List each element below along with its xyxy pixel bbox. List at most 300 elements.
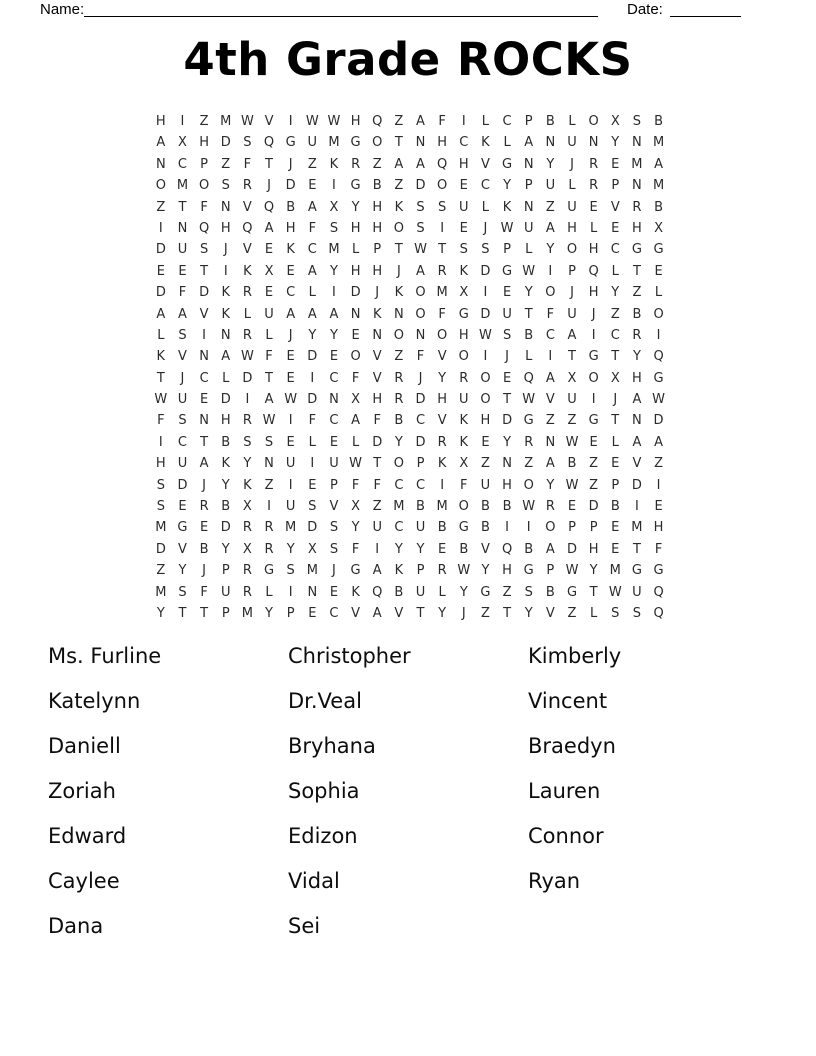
grid-letter: Y xyxy=(351,520,360,536)
grid-letter: Q xyxy=(372,584,383,600)
grid-letter: W xyxy=(154,392,168,408)
grid-letter: K xyxy=(502,199,512,215)
grid-letter: Y xyxy=(156,605,165,621)
grid-letter: R xyxy=(589,156,599,172)
name-blank-line xyxy=(84,0,598,17)
grid-letter: C xyxy=(610,242,620,258)
grid-row xyxy=(150,475,669,496)
grid-letter: E xyxy=(589,434,598,450)
grid-letter: Y xyxy=(611,285,620,301)
grid-letter: C xyxy=(415,477,426,493)
grid-letter: Z xyxy=(221,156,231,172)
grid-letter: I xyxy=(245,392,250,408)
grid-letter: N xyxy=(199,413,209,429)
grid-letter: V xyxy=(545,392,555,408)
grid-letter: T xyxy=(611,413,620,429)
word-search-grid xyxy=(150,111,669,624)
grid-letter: A xyxy=(654,434,663,450)
grid-letter: V xyxy=(437,349,447,365)
grid-letter: K xyxy=(156,349,166,365)
grid-letter: L xyxy=(243,306,251,322)
grid-letter: L xyxy=(611,434,619,450)
grid-letter: X xyxy=(329,199,339,215)
grid-letter: I xyxy=(483,285,488,301)
grid-letter: W xyxy=(565,563,579,579)
grid-letter: M xyxy=(393,499,405,515)
grid-letter: L xyxy=(654,285,663,301)
grid-letter: O xyxy=(458,349,469,365)
grid-letter: P xyxy=(524,178,533,194)
grid-letter: R xyxy=(524,434,534,450)
grid-letter: U xyxy=(177,242,188,258)
grid-letter: O xyxy=(588,370,599,386)
grid-letter: W xyxy=(262,413,276,429)
grid-letter: E xyxy=(329,584,339,600)
grid-letter: B xyxy=(480,520,490,536)
grid-letter: I xyxy=(332,178,336,194)
grid-letter: C xyxy=(329,413,339,429)
grid-letter: E xyxy=(654,263,663,279)
grid-letter: O xyxy=(437,327,448,343)
grid-letter: S xyxy=(329,520,339,536)
grid-row xyxy=(150,239,669,260)
grid-letter: T xyxy=(178,605,187,621)
grid-letter: U xyxy=(632,584,642,600)
grid-letter: M xyxy=(155,584,167,600)
grid-letter: R xyxy=(437,434,447,450)
grid-letter: L xyxy=(503,135,511,151)
grid-row xyxy=(150,432,669,453)
grid-letter: S xyxy=(524,584,533,600)
grid-letter: I xyxy=(634,499,639,515)
grid-letter: E xyxy=(286,434,295,450)
grid-letter: B xyxy=(502,499,512,515)
grid-letter: D xyxy=(220,520,231,536)
grid-letter: B xyxy=(416,499,425,515)
grid-letter: A xyxy=(545,541,555,557)
grid-letter: V xyxy=(394,605,404,621)
grid-letter: S xyxy=(611,605,620,621)
grid-letter: G xyxy=(458,520,469,536)
grid-row xyxy=(150,410,669,431)
grid-letter: Z xyxy=(480,605,490,621)
grid-letter: Z xyxy=(589,477,599,493)
word-list-item: Bryhana xyxy=(288,734,376,758)
grid-letter: S xyxy=(221,178,230,194)
grid-letter: S xyxy=(438,199,447,215)
grid-letter: U xyxy=(545,178,556,194)
grid-letter: O xyxy=(566,242,578,258)
grid-letter: E xyxy=(329,349,339,365)
grid-letter: I xyxy=(440,220,445,236)
grid-letter: U xyxy=(480,477,491,493)
grid-letter: J xyxy=(396,263,401,279)
grid-letter: S xyxy=(632,114,642,129)
grid-letter: Y xyxy=(481,563,490,579)
grid-letter: Z xyxy=(502,584,512,600)
grid-letter: Z xyxy=(156,563,166,579)
grid-letter: R xyxy=(264,520,274,536)
grid-letter: O xyxy=(480,392,491,408)
grid-letter: E xyxy=(459,220,468,236)
grid-letter: V xyxy=(545,605,555,621)
grid-letter: Y xyxy=(459,584,468,600)
grid-letter: Y xyxy=(394,434,403,450)
grid-letter: U xyxy=(285,499,296,515)
grid-letter: F xyxy=(351,541,360,557)
grid-letter: D xyxy=(480,263,491,279)
grid-letter: Z xyxy=(394,114,404,129)
grid-letter: U xyxy=(523,220,534,236)
grid-letter: O xyxy=(198,178,210,194)
grid-letter: D xyxy=(155,541,166,557)
grid-letter: Y xyxy=(503,434,512,450)
grid-letter: T xyxy=(373,456,382,472)
grid-letter: J xyxy=(461,605,466,621)
grid-letter: J xyxy=(202,563,207,579)
grid-row xyxy=(150,197,669,218)
grid-letter: X xyxy=(264,263,274,279)
grid-letter: N xyxy=(264,456,274,472)
grid-letter: B xyxy=(654,199,664,215)
grid-letter: C xyxy=(394,477,404,493)
grid-row xyxy=(150,325,669,346)
grid-letter: B xyxy=(545,114,555,129)
grid-letter: B xyxy=(394,584,404,600)
grid-letter: C xyxy=(177,434,187,450)
grid-letter: L xyxy=(351,434,360,450)
word-list-item: Zoriah xyxy=(48,779,116,803)
grid-letter: J xyxy=(570,156,574,172)
grid-letter: T xyxy=(632,263,641,279)
grid-letter: Z xyxy=(307,156,317,172)
grid-letter: E xyxy=(611,520,620,536)
grid-letter: R xyxy=(459,370,469,386)
grid-letter: G xyxy=(523,563,534,579)
grid-letter: N xyxy=(632,413,642,429)
grid-letter: A xyxy=(632,392,642,408)
grid-letter: J xyxy=(288,327,293,343)
grid-letter: B xyxy=(524,327,534,343)
grid-letter: K xyxy=(243,477,252,493)
grid-letter: Z xyxy=(264,477,274,493)
grid-letter: O xyxy=(653,306,664,322)
grid-letter: P xyxy=(416,456,425,472)
grid-letter: H xyxy=(372,263,383,279)
grid-letter: H xyxy=(437,392,448,408)
grid-letter: D xyxy=(480,306,491,322)
grid-letter: G xyxy=(502,156,513,172)
grid-letter: Q xyxy=(523,370,534,386)
grid-row xyxy=(150,154,669,175)
grid-letter: A xyxy=(307,199,317,215)
word-list-item: Ms. Furline xyxy=(48,644,162,668)
grid-letter: N xyxy=(307,584,318,600)
grid-letter: Y xyxy=(329,263,338,279)
word-list-item: Braedyn xyxy=(528,734,616,758)
grid-letter: V xyxy=(480,156,490,172)
grid-letter: T xyxy=(503,605,512,621)
grid-letter: G xyxy=(523,413,534,429)
grid-letter: T xyxy=(156,370,165,386)
word-list-item: Connor xyxy=(528,824,604,848)
grid-letter: V xyxy=(264,114,274,129)
grid-letter: T xyxy=(611,349,620,365)
grid-letter: I xyxy=(591,327,596,343)
grid-letter: O xyxy=(393,220,404,236)
word-list-item: Lauren xyxy=(528,779,601,803)
grid-letter: H xyxy=(372,220,383,236)
grid-letter: H xyxy=(502,477,512,493)
word-list-item: Dana xyxy=(48,914,104,938)
grid-letter: K xyxy=(372,306,382,322)
grid-letter: G xyxy=(177,520,188,536)
grid-letter: F xyxy=(654,541,663,557)
grid-letter: U xyxy=(567,306,577,322)
grid-row xyxy=(150,539,669,560)
grid-letter: F xyxy=(460,477,468,493)
grid-row xyxy=(150,218,669,239)
grid-letter: L xyxy=(222,370,230,386)
grid-letter: K xyxy=(243,263,252,279)
grid-letter: X xyxy=(610,370,620,386)
grid-letter: D xyxy=(307,520,318,536)
grid-letter: P xyxy=(286,605,295,621)
grid-letter: P xyxy=(503,242,511,258)
grid-letter: R xyxy=(437,263,447,279)
grid-letter: S xyxy=(199,242,209,258)
grid-letter: U xyxy=(329,456,339,472)
grid-letter: C xyxy=(394,520,404,536)
grid-letter: T xyxy=(568,349,576,365)
grid-letter: E xyxy=(264,242,274,258)
grid-letter: F xyxy=(200,584,208,600)
grid-letter: J xyxy=(613,392,618,408)
grid-letter: D xyxy=(415,392,426,408)
grid-letter: Q xyxy=(588,263,599,279)
grid-letter: S xyxy=(243,434,252,450)
grid-letter: X xyxy=(351,392,361,408)
grid-letter: W xyxy=(349,456,363,472)
grid-letter: E xyxy=(438,541,447,557)
grid-letter: T xyxy=(265,156,273,172)
grid-letter: C xyxy=(415,413,426,429)
word-list-item: Sei xyxy=(288,914,321,938)
grid-letter: W xyxy=(565,477,579,493)
grid-letter: W xyxy=(652,392,665,408)
grid-letter: S xyxy=(329,220,339,236)
grid-letter: J xyxy=(483,220,488,236)
grid-letter: G xyxy=(350,135,361,151)
grid-letter: U xyxy=(264,306,274,322)
grid-letter: T xyxy=(178,199,187,215)
grid-letter: U xyxy=(177,456,188,472)
grid-letter: I xyxy=(526,520,531,536)
grid-letter: S xyxy=(481,242,490,258)
grid-letter: M xyxy=(631,156,643,172)
grid-letter: S xyxy=(243,135,252,151)
grid-letter: L xyxy=(590,605,598,621)
word-list-item: Katelynn xyxy=(48,689,141,713)
grid-letter: R xyxy=(545,499,555,515)
grid-letter: P xyxy=(221,563,230,579)
grid-letter: V xyxy=(199,306,209,322)
grid-letter: Y xyxy=(416,541,425,557)
grid-letter: P xyxy=(611,178,620,194)
grid-letter: A xyxy=(545,370,555,386)
grid-letter: M xyxy=(285,520,297,536)
grid-letter: S xyxy=(156,499,165,515)
grid-letter: Z xyxy=(394,178,404,194)
grid-letter: V xyxy=(351,605,361,621)
grid-letter: F xyxy=(546,306,555,322)
grid-letter: Y xyxy=(265,605,273,621)
grid-letter: S xyxy=(329,541,339,557)
grid-letter: N xyxy=(220,199,231,215)
grid-letter: E xyxy=(308,605,317,621)
grid-letter: R xyxy=(394,370,404,386)
grid-letter: M xyxy=(652,135,665,151)
grid-letter: R xyxy=(242,520,252,536)
grid-letter: D xyxy=(307,349,318,365)
grid-letter: K xyxy=(481,135,490,151)
grid-letter: G xyxy=(285,135,296,151)
grid-letter: J xyxy=(223,242,228,258)
grid-letter: F xyxy=(200,199,208,215)
grid-letter: S xyxy=(178,327,187,343)
grid-letter: W xyxy=(608,584,622,600)
word-list-item: Christopher xyxy=(288,644,411,668)
grid-letter: Y xyxy=(308,327,317,343)
grid-letter: O xyxy=(350,349,361,365)
grid-letter: I xyxy=(461,114,466,129)
grid-letter: T xyxy=(632,541,641,557)
grid-letter: A xyxy=(178,306,187,322)
grid-letter: J xyxy=(267,178,271,194)
grid-letter: Z xyxy=(524,456,534,472)
grid-letter: I xyxy=(656,327,661,343)
grid-letter: J xyxy=(375,285,380,301)
grid-letter: A xyxy=(264,220,274,236)
grid-letter: Z xyxy=(567,605,577,621)
grid-letter: I xyxy=(332,285,336,301)
grid-letter: N xyxy=(632,135,642,151)
grid-letter: I xyxy=(288,114,293,129)
grid-letter: O xyxy=(393,456,404,472)
grid-letter: A xyxy=(372,563,382,579)
grid-letter: B xyxy=(654,114,664,129)
grid-letter: Y xyxy=(394,541,403,557)
grid-letter: H xyxy=(285,220,296,236)
grid-letter: O xyxy=(523,477,534,493)
grid-letter: Z xyxy=(372,499,382,515)
grid-row xyxy=(150,496,669,517)
grid-letter: I xyxy=(440,477,445,493)
grid-letter: D xyxy=(350,285,361,301)
grid-letter: P xyxy=(524,114,533,129)
grid-letter: X xyxy=(351,499,361,515)
grid-letter: B xyxy=(394,413,404,429)
grid-letter: A xyxy=(416,114,425,129)
grid-letter: E xyxy=(199,520,209,536)
grid-letter: D xyxy=(588,499,599,515)
grid-letter: H xyxy=(502,563,512,579)
grid-letter: I xyxy=(375,541,380,557)
word-list-column-3 xyxy=(528,634,621,904)
grid-letter: I xyxy=(288,413,293,429)
grid-letter: R xyxy=(632,199,642,215)
grid-letter: L xyxy=(265,584,273,600)
grid-letter: Y xyxy=(524,285,533,301)
grid-letter: R xyxy=(199,499,209,515)
grid-letter: T xyxy=(394,135,403,151)
grid-letter: F xyxy=(308,413,317,429)
grid-letter: X xyxy=(610,114,620,129)
grid-row xyxy=(150,582,669,603)
grid-letter: W xyxy=(565,434,579,450)
grid-letter: X xyxy=(307,541,317,557)
grid-letter: F xyxy=(265,349,273,365)
grid-letter: E xyxy=(459,178,468,194)
grid-letter: H xyxy=(632,370,642,386)
grid-letter: D xyxy=(220,392,231,408)
grid-letter: Z xyxy=(632,285,642,301)
grid-letter: O xyxy=(155,178,166,194)
grid-letter: H xyxy=(350,220,361,236)
grid-letter: K xyxy=(394,563,404,579)
grid-letter: H xyxy=(458,156,469,172)
grid-letter: U xyxy=(502,306,512,322)
grid-row xyxy=(150,261,669,282)
word-list-item: Caylee xyxy=(48,869,120,893)
grid-letter: F xyxy=(373,413,381,429)
grid-letter: N xyxy=(415,327,426,343)
grid-letter: Q xyxy=(372,114,383,129)
grid-letter: D xyxy=(415,178,426,194)
grid-letter: B xyxy=(459,541,469,557)
grid-letter: V xyxy=(372,370,382,386)
grid-letter: F xyxy=(416,349,425,365)
grid-letter: W xyxy=(284,392,298,408)
grid-letter: G xyxy=(653,563,664,579)
grid-letter: A xyxy=(524,135,534,151)
grid-letter: K xyxy=(459,434,469,450)
grid-row xyxy=(150,603,669,624)
grid-letter: A xyxy=(156,135,166,151)
grid-letter: N xyxy=(545,434,556,450)
grid-letter: S xyxy=(178,413,187,429)
grid-letter: M xyxy=(155,520,167,536)
grid-letter: R xyxy=(242,285,252,301)
grid-letter: R xyxy=(632,327,642,343)
grid-letter: Y xyxy=(221,477,230,493)
grid-letter: I xyxy=(288,477,293,493)
grid-letter: J xyxy=(418,370,423,386)
grid-letter: R xyxy=(394,392,404,408)
grid-letter: N xyxy=(372,327,383,343)
grid-letter: F xyxy=(308,220,317,236)
grid-letter: P xyxy=(200,156,209,172)
grid-letter: M xyxy=(241,605,253,621)
grid-letter: W xyxy=(522,392,536,408)
word-list-item: Edizon xyxy=(288,824,358,848)
grid-letter: G xyxy=(502,263,513,279)
grid-letter: R xyxy=(242,413,252,429)
grid-letter: P xyxy=(373,242,382,258)
grid-letter: G xyxy=(588,413,599,429)
grid-letter: Z xyxy=(480,456,490,472)
grid-letter: B xyxy=(372,178,382,194)
